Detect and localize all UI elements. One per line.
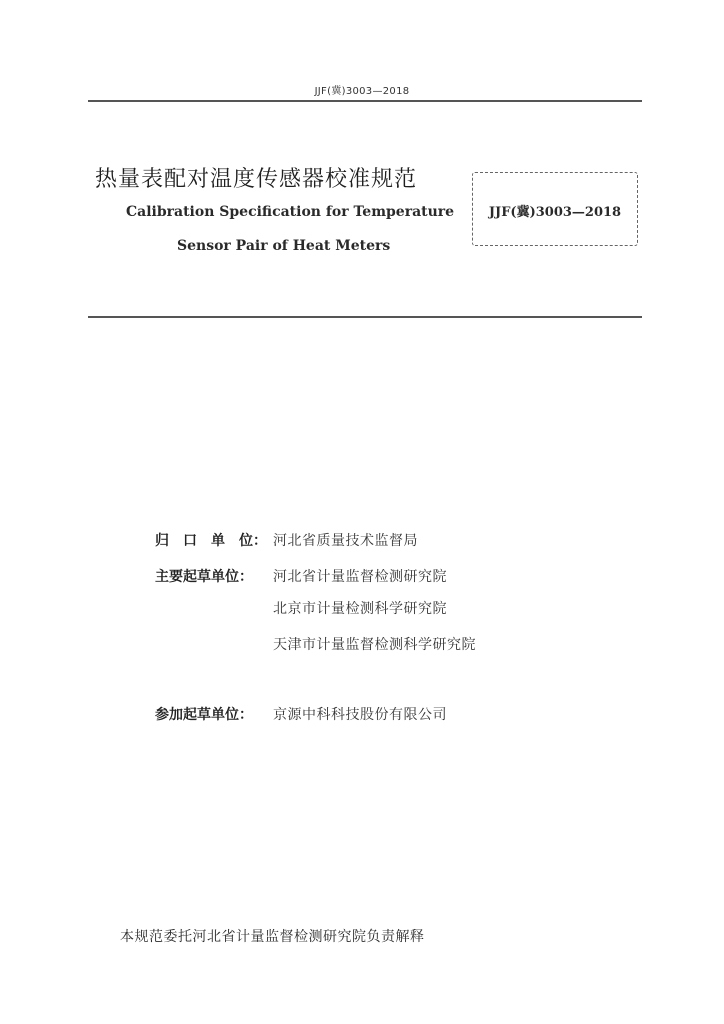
main-drafting-unit-row bbox=[155, 566, 447, 586]
participating-unit-row bbox=[155, 704, 447, 724]
participating-unit-value: 京源中科科技股份有限公司 bbox=[273, 707, 447, 723]
title-chinese: 热量表配对温度传感器校准规范 bbox=[95, 167, 418, 192]
main-drafting-unit-row-3 bbox=[273, 634, 476, 654]
main-drafting-unit-value-3: 天津市计量监督检测科学研究院 bbox=[273, 637, 476, 653]
standard-code-box bbox=[472, 172, 638, 246]
participating-unit-label: 参加起草单位： bbox=[155, 707, 253, 723]
title-english-line-2: Sensor Pair of Heat Meters bbox=[177, 238, 391, 254]
main-drafting-unit-label: 主要起草单位： bbox=[155, 569, 253, 585]
interpretation-note: 本规范委托河北省计量监督检测研究院负责解释 bbox=[120, 929, 425, 945]
responsible-unit-value: 河北省质量技术监督局 bbox=[273, 533, 418, 549]
main-drafting-unit-value-1: 河北省计量监督检测研究院 bbox=[273, 569, 447, 585]
responsible-unit-row bbox=[155, 530, 418, 550]
main-drafting-unit-value-2: 北京市计量检测科学研究院 bbox=[273, 601, 447, 617]
title-english-line-1: Calibration Specification for Temperature bbox=[126, 204, 455, 220]
middle-divider bbox=[88, 316, 642, 318]
top-divider bbox=[88, 100, 642, 102]
header-standard-code: JJF(冀)3003—2018 bbox=[314, 86, 410, 97]
responsible-unit-label: 归 口 单 位： bbox=[155, 533, 267, 549]
standard-code-box-text: JJF(冀)3003—2018 bbox=[488, 204, 622, 220]
main-drafting-unit-row-2 bbox=[273, 598, 447, 618]
